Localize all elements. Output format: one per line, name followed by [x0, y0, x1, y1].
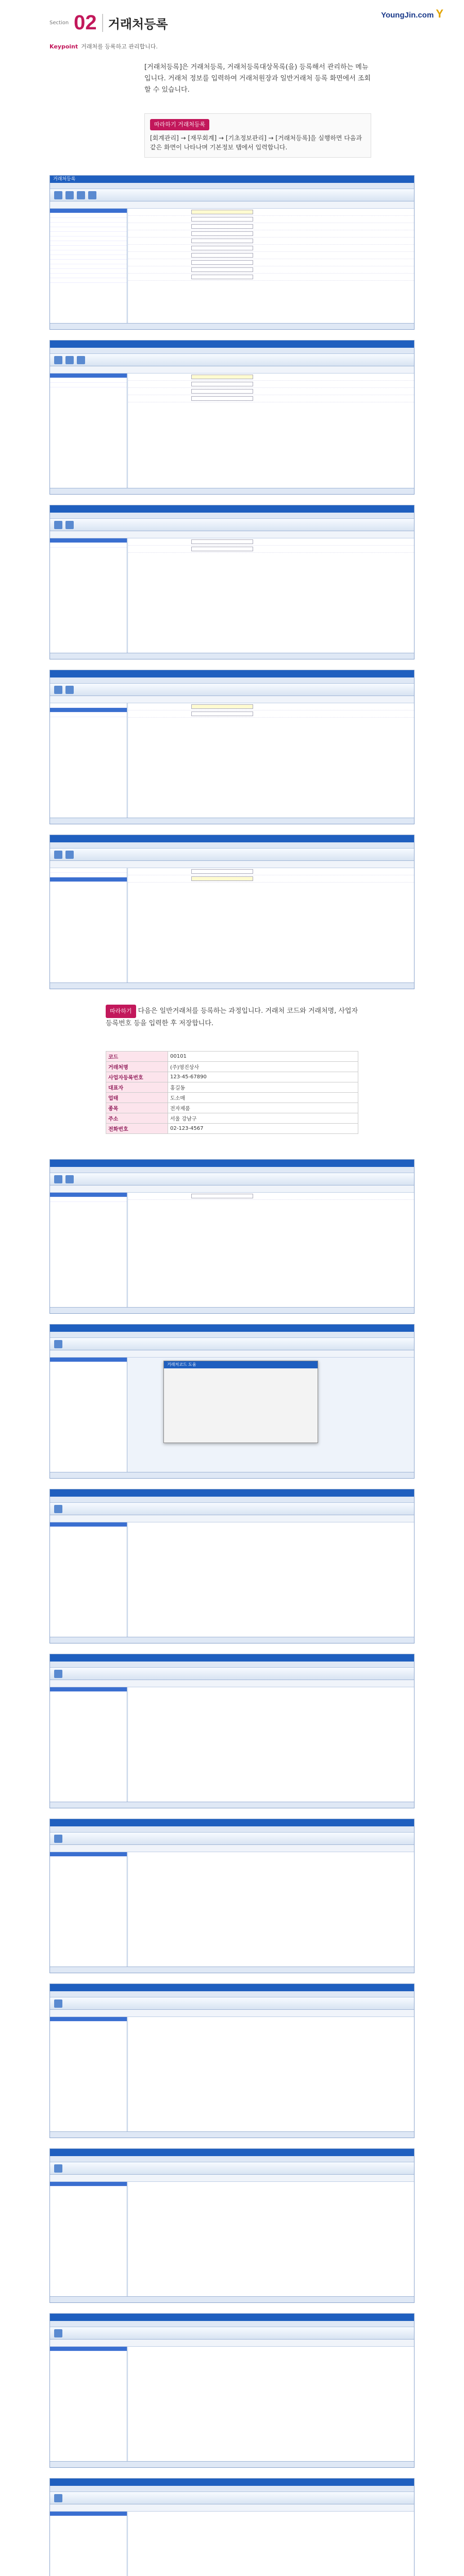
new-icon[interactable] [54, 191, 62, 199]
save-icon[interactable] [65, 191, 74, 199]
app-window-3 [49, 505, 415, 659]
app-window-6 [49, 1159, 415, 1314]
app-window-11 [49, 1984, 415, 2138]
chapter-number: 02 [74, 11, 97, 34]
table-header-cell: 코드 [106, 1052, 168, 1062]
table-row [106, 1052, 358, 1062]
menubar[interactable] [50, 183, 414, 189]
app-window-1 [49, 175, 415, 330]
form-panel [128, 209, 414, 324]
table-header-cell: 대표자 [106, 1082, 168, 1093]
app-window-7 [49, 1324, 415, 1479]
toolbar [50, 189, 414, 201]
input-field[interactable] [191, 224, 253, 229]
list-panel[interactable] [50, 374, 127, 489]
app-window-10 [49, 1819, 415, 1973]
table-header-cell: 종목 [106, 1103, 168, 1113]
app-window-4 [49, 670, 415, 824]
table-value-cell: 홍길동 [168, 1082, 358, 1093]
table-row [106, 1113, 358, 1124]
input-field[interactable] [191, 246, 253, 250]
table-value-cell: 도소매 [168, 1093, 358, 1103]
table-value-cell: (주)영진상사 [168, 1062, 358, 1072]
app-window-12 [49, 2148, 415, 2303]
table-row [106, 1072, 358, 1082]
window-titlebar: 거래처등록 [50, 176, 414, 183]
table-row [106, 1093, 358, 1103]
input-field[interactable] [191, 239, 253, 243]
table-value-cell: 전자제품 [168, 1103, 358, 1113]
note-label: 따라하기 거래처등록 [150, 119, 209, 130]
brand-logo: YoungJin.com Y [381, 7, 443, 20]
info-table [106, 1051, 358, 1134]
chapter-title: 거래처등록 [102, 14, 168, 32]
note-box [144, 113, 371, 158]
delete-icon[interactable] [77, 191, 85, 199]
table-header-cell: 전화번호 [106, 1124, 168, 1134]
app-window-9 [49, 1654, 415, 1808]
dialog-title: 거래처코드 도움 [164, 1361, 318, 1368]
input-field[interactable] [191, 267, 253, 272]
help-dialog[interactable] [163, 1361, 318, 1443]
status-bar [50, 323, 414, 329]
input-field[interactable] [191, 210, 253, 214]
intro-paragraph: [거래처등록]은 거래처등록, 거래처등록대상목록(을) 등록해서 관리하는 메뉴입니다. 거래처 정보를 입력하여 거래처원장과 일반거래처 등록 화면에서 조회할 수 있습니다. [144, 63, 371, 94]
app-window-8 [49, 1489, 415, 1643]
input-field[interactable] [191, 275, 253, 279]
table-value-cell: 서울 강남구 [168, 1113, 358, 1124]
table-value-cell: 123-45-67890 [168, 1072, 358, 1082]
follow-button: 따라하기 [106, 1005, 136, 1018]
table-header-cell: 거래처명 [106, 1062, 168, 1072]
table-row [106, 1124, 358, 1134]
app-window-2 [49, 340, 415, 495]
app-window-5 [49, 835, 415, 989]
input-field[interactable] [191, 231, 253, 236]
table-row [106, 1082, 358, 1093]
table-header-cell: 사업자등록번호 [106, 1072, 168, 1082]
app-window-14 [49, 2478, 415, 2576]
search-icon[interactable] [88, 191, 96, 199]
table-value-cell: 00101 [168, 1052, 358, 1062]
input-field[interactable] [191, 253, 253, 258]
table-header-cell: 주소 [106, 1113, 168, 1124]
table-row [106, 1103, 358, 1113]
table-value-cell: 02-123-4567 [168, 1124, 358, 1134]
info-paragraph: 따라하기 다음은 일반거래처를 등록하는 과정입니다. 거래처 코드와 거래처명, 사업자등록번호 등을 입력한 후 저장합니다. [106, 1005, 358, 1029]
table-row [106, 1062, 358, 1072]
chapter-header [49, 11, 168, 35]
chapter-label: Section [49, 20, 69, 26]
list-panel[interactable] [50, 209, 127, 324]
input-field[interactable] [191, 260, 253, 265]
tab-bar[interactable] [50, 201, 414, 209]
note-text: [회계관리] → [재무회계] → [기초정보관리] → [거래처등록]을 실행하면 다음과 같은 화면이 나타나며 기본정보 탭에서 입력합니다. [150, 134, 362, 151]
subtitle: Keypoint 거래처를 등록하고 관리합니다. [49, 43, 158, 50]
table-header-cell: 업태 [106, 1093, 168, 1103]
input-field[interactable] [191, 217, 253, 222]
app-window-13 [49, 2313, 415, 2468]
